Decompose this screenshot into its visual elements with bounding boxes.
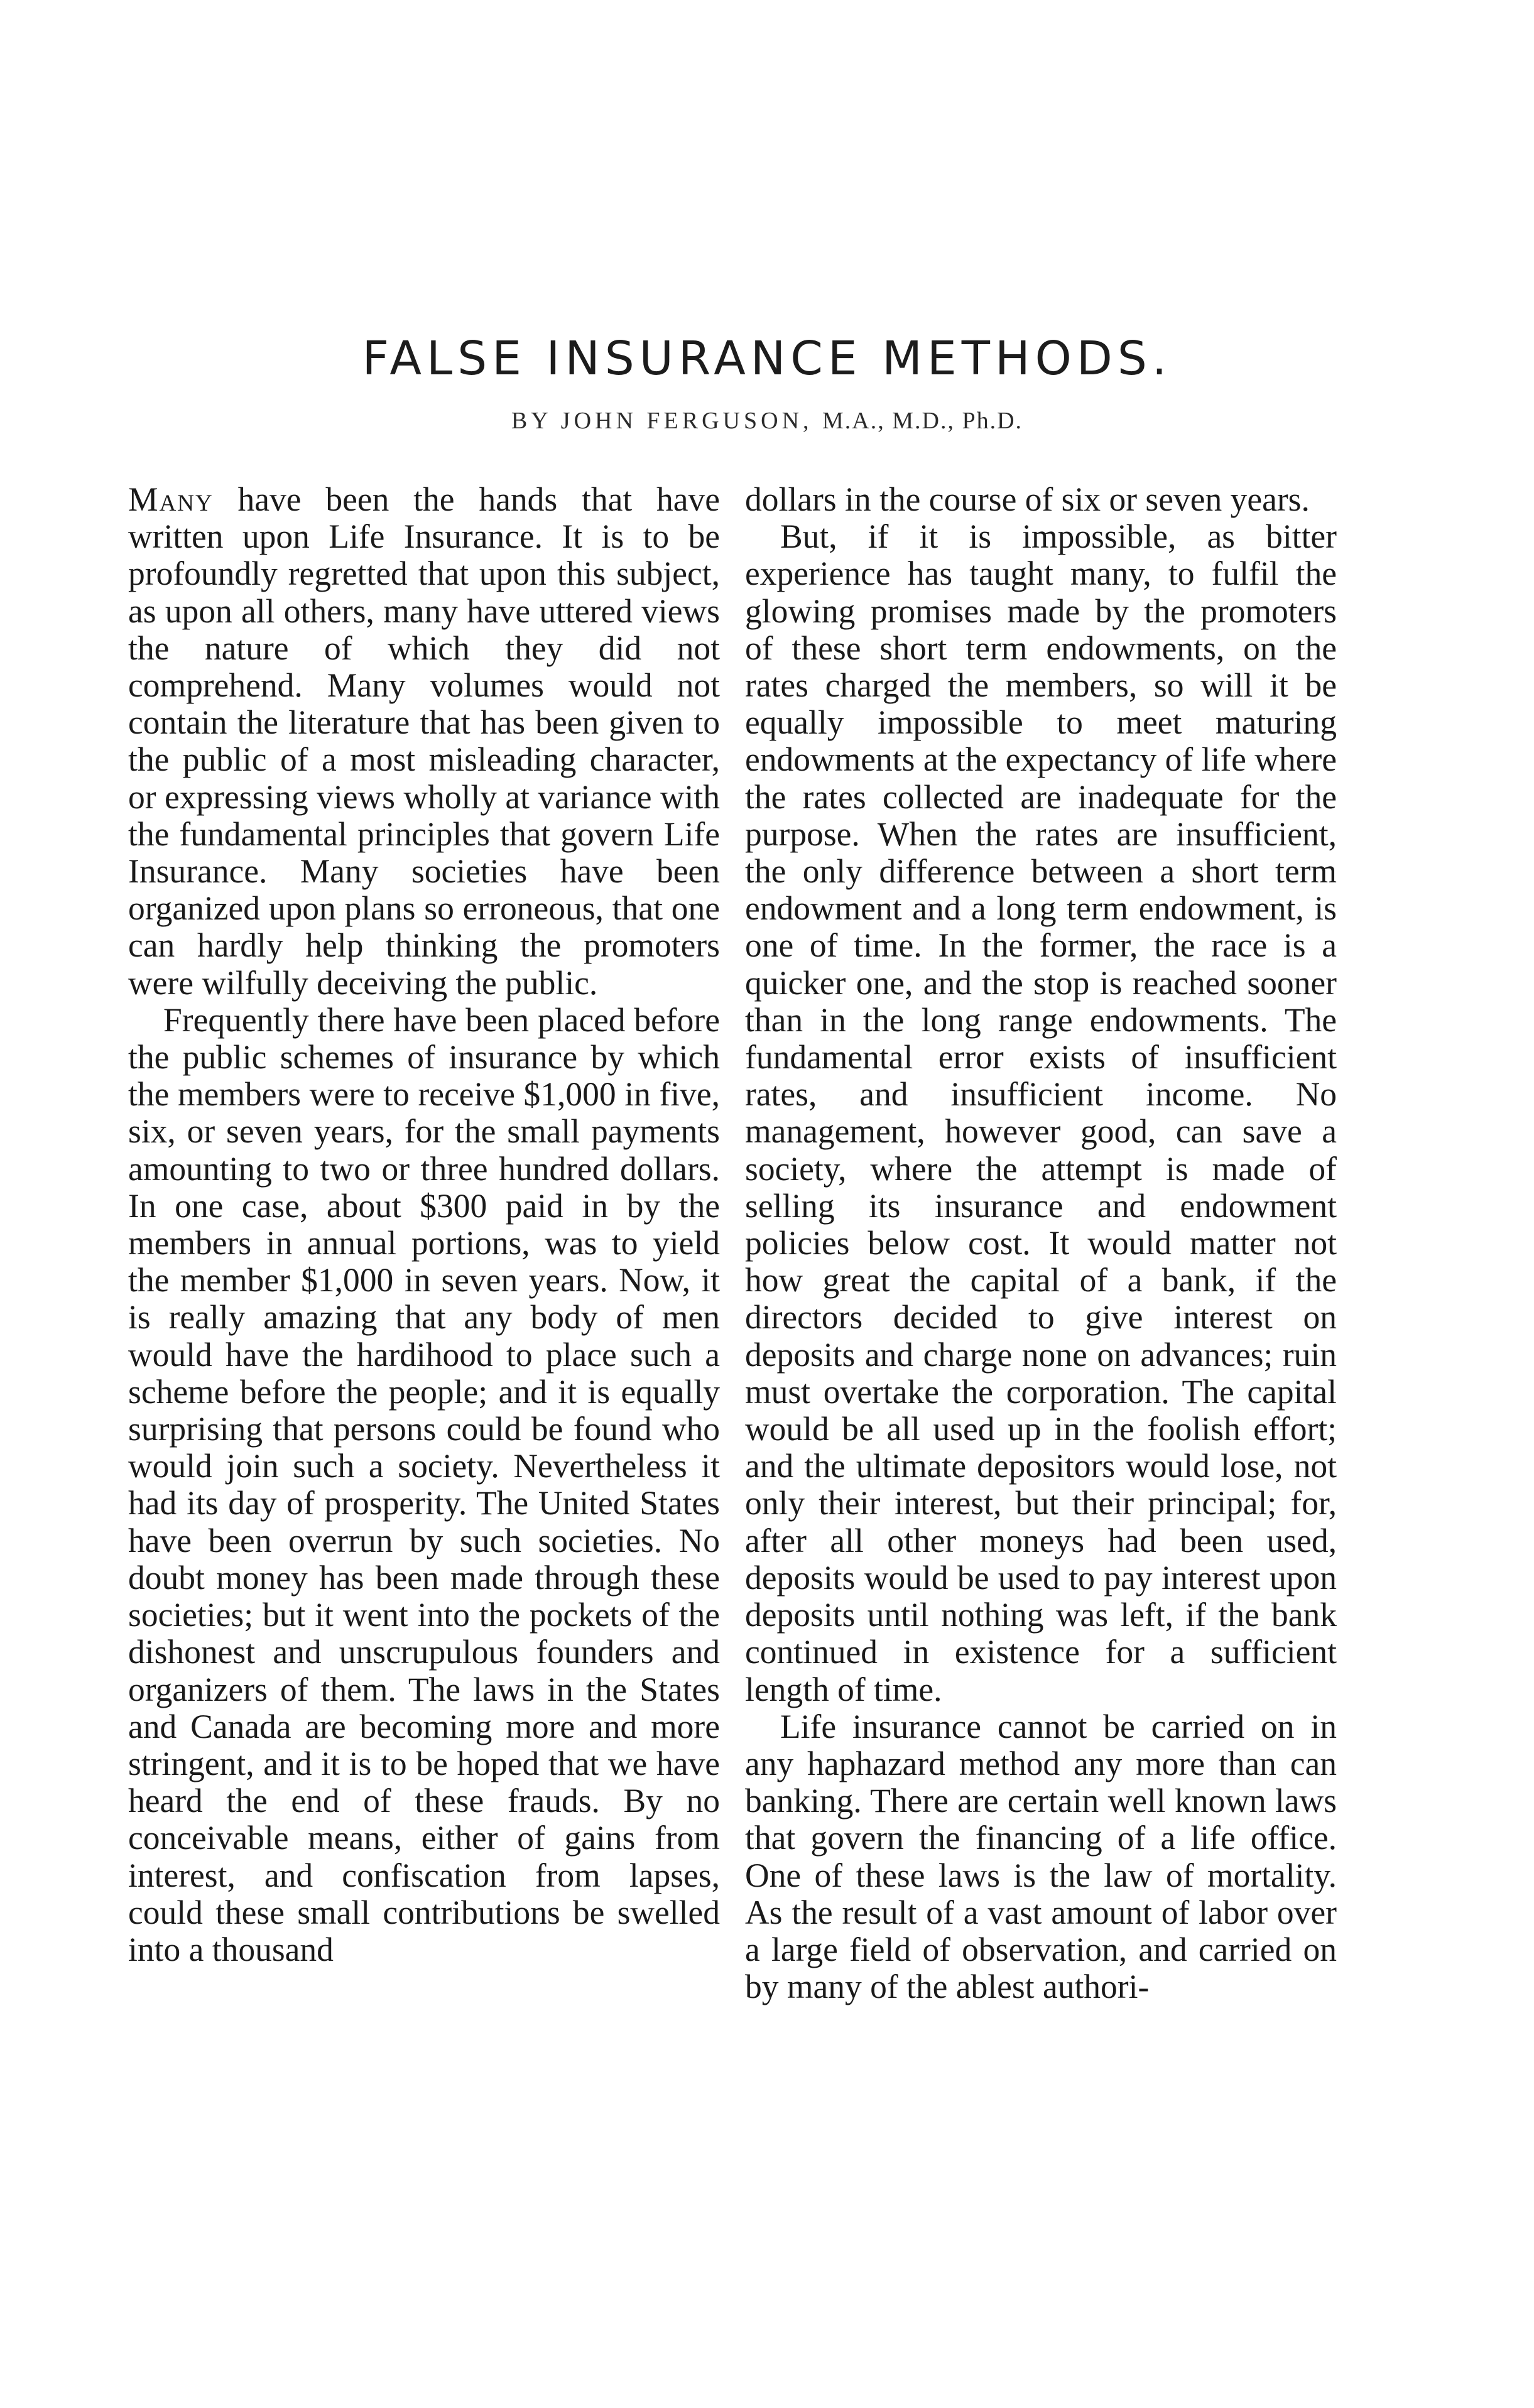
paragraph <box>128 481 720 1002</box>
byline-author: BY JOHN FERGUSON, <box>511 408 813 434</box>
article-byline <box>0 407 1534 435</box>
paragraph-text: have been the hands that have written upon Life Insurance. It is to be profoundly regretted that upon this subject, as upon all others, many have uttered views the nature of which they did not comprehend. Many volumes would not contain the literature that has been given to the public of a most misleading character, or expressing views wholly at variance with the fundamental principles that govern Life Insurance. Many societies have been organized upon plans so erroneous, that one can hardly help thinking the promoters were wilfully deceiving the public. <box>128 480 720 1002</box>
paragraph: dollars in the course of six or seven years. <box>745 480 1310 518</box>
byline-degrees: M.A., M.D., Ph.D. <box>822 408 1023 434</box>
paragraph: Frequently there have been placed before the public schemes of insurance by which the members were to receive $1,000 in five, six, or seven years, for the small payments amounting to two or three hundred dollars. In one case, about $300 paid in by the members in annual portions, was to yield the member $1,000 in seven years. Now, it is really amazing that any body of men would have the hardihood to place such a scheme before the people; and it is equally surprising that persons could be found who would join such a society. Nevertheless it had its day of prosperity. The United States have been overrun by such societies. No doubt money has been made through these societies; but it went into the pockets of the dishonest and unscrupulous founders and organizers of them. The laws in the States and Canada are becoming more and more stringent, and it is to be hoped that we have heard the end of these frauds. By no conceivable means, either of gains from interest, and confiscation from lapses, could these small contributions be swelled into a thousand <box>128 1001 720 1968</box>
right-column <box>745 481 1337 2290</box>
drop-lead-word: Many <box>128 480 214 518</box>
paragraph: Life insurance cannot be carried on in any haphazard method any more than can banking. There are certain well known laws that govern the financing of a life office. One of these laws is the law of mortality. As the result of a vast amount of labor over a large field of observation, and carried on by many of the ablest authori- <box>745 1707 1337 2006</box>
article-title: FALSE INSURANCE METHODS. <box>362 332 1172 386</box>
left-column <box>128 481 720 2290</box>
paragraph: But, if it is impossible, as bitter experience has taught many, to fulfil the glowing promises made by the promoters of these short term endowments, on the rates charged the members, so will it be equally impossible to meet maturing endowments at the expectancy of life where the rates collected are inadequate for the purpose. When the rates are insufficient, the only difference between a short term endowment and a long term endowment, is one of time. In the former, the race is a quicker one, and the stop is reached sooner than in the long range endowments. The fundamental error exists of insufficient rates, and insufficient income. No management, however good, can save a society, where the attempt is made of selling its insurance and endowment policies below cost. It would matter not how great the capital of a bank, if the directors decided to give interest on deposits and charge none on advances; ruin must overtake the corporation. The capital would be all used up in the foolish effort; and the ultimate depositors would lose, not only their interest, but their principal; for, after all other moneys had been used, deposits would be used to pay interest upon deposits until nothing was left, if the bank continued in existence for a sufficient length of time. <box>745 518 1337 1708</box>
